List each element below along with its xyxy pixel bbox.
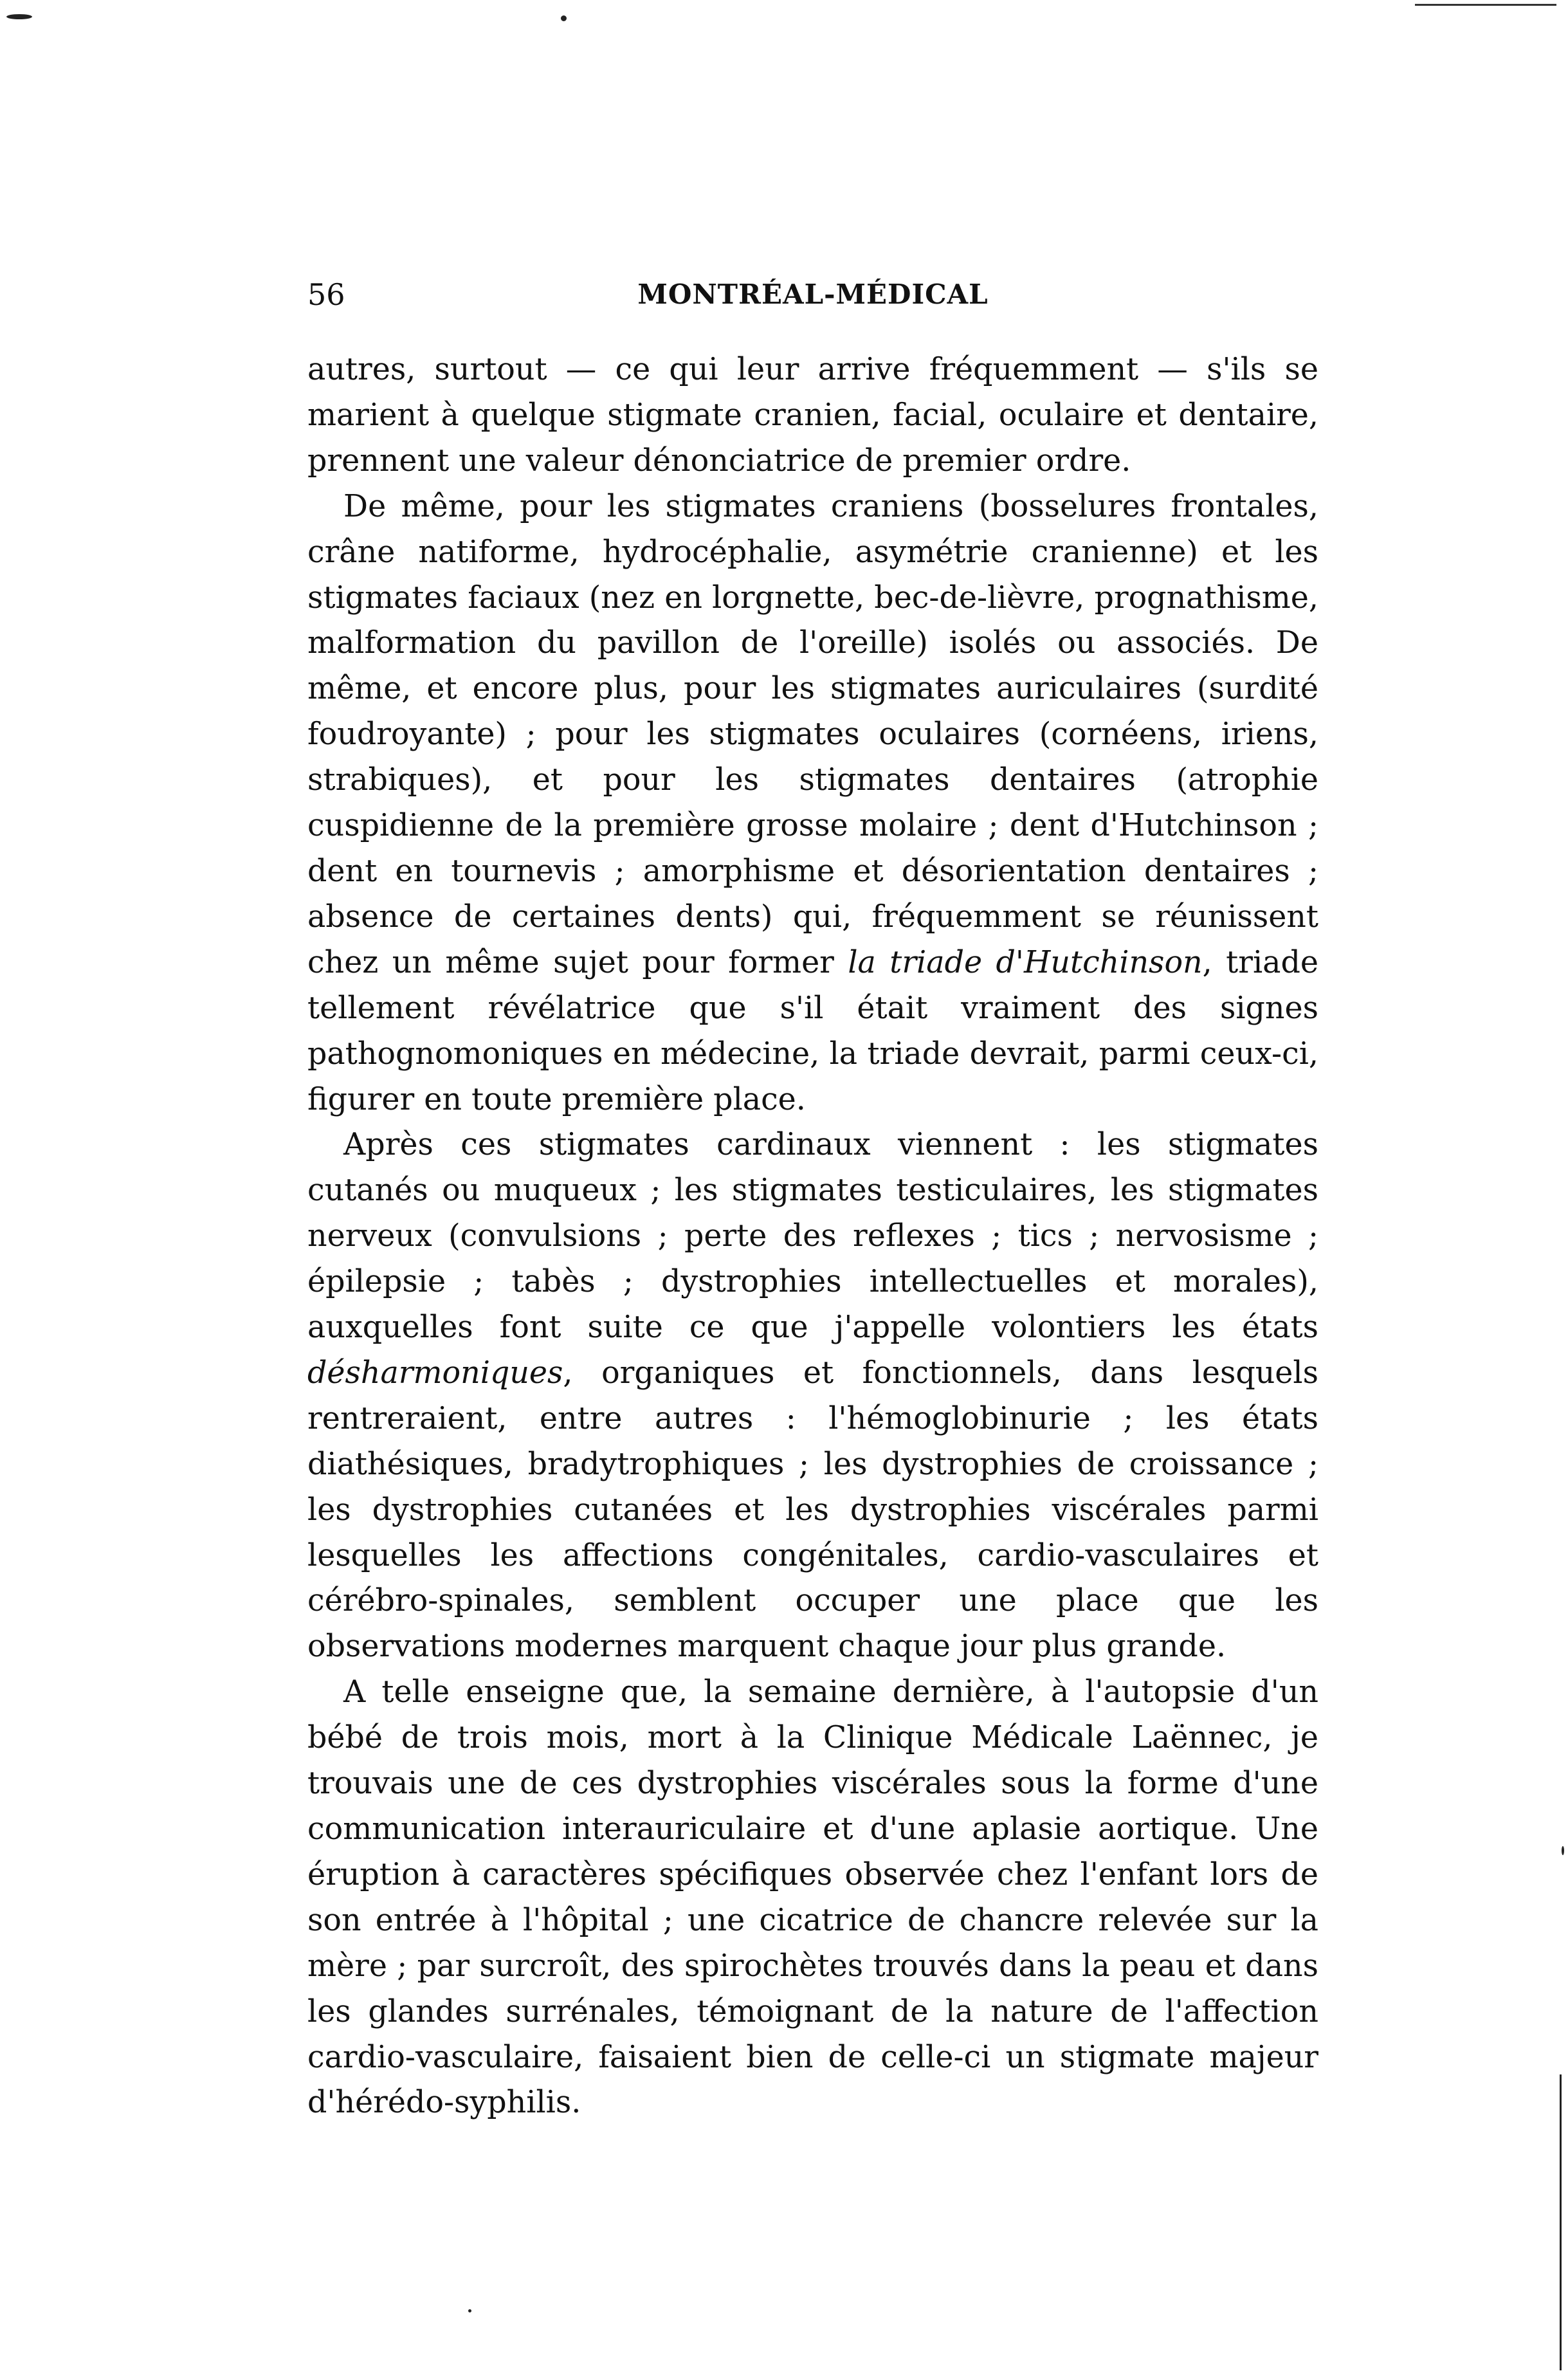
text-segment: , organiques et fonctionnels, dans lesquels rentreraient, entre autres : l'hémoglobinurie ; les états diathésiques, bradytrophiques ; les dystrophies de croissance ; les dystrophies cutanées et les dystrophies viscérales parmi lesquelles les affections congénitales, cardio-vasculaires et cérébro-spinales, semblent occuper une place que les observations modernes marquent chaque jour plus grande. xyxy=(307,1355,1318,1665)
ink-speck xyxy=(468,2309,471,2312)
text-segment: De même, pour les stigmates craniens (bosselures frontales, crâne natiforme, hydrocéphalie, asymétrie cranienne) et les stigmates faciaux (nez en lorgnette, bec-de-lièvre, prognathisme, malformation du pavillon de l'oreille) isolés ou associés. De même, et encore plus, pour les stigmates auriculaires (surdité foudroyante) ; pour les stigmates oculaires (cornéens, iriens, strabiques), et pour les stigmates dentaires (atrophie cuspidienne de la première grosse molaire ; dent d'Hutchinson ; dent en tournevis ; amorphisme et désorientation dentaires ; absence de certaines dents) qui, fréquemment se réunissent chez un même sujet pour former xyxy=(307,488,1318,980)
text-segment: , triade tellement révélatrice que s'il était vraiment des signes pathognomoniques en médecine, la triade devrait, parmi ceux-ci, figurer en toute première place. xyxy=(307,944,1318,1117)
text-segment: A telle enseigne que, la semaine dernière, à l'autopsie d'un bébé de trois mois, mort à la Clinique Médicale Laënnec, je trouvais une de ces dystrophies viscérales sous la forme d'une communication interauriculaire et d'une aplasie aortique. Une éruption à caractères spécifiques observée chez l'enfant lors de son entrée à l'hôpital ; une cicatrice de chancre relevée sur la mère ; par surcroît, des spirochètes trouvés dans la peau et dans les glandes surrénales, témoignant de la nature de l'affection cardio-vasculaire, faisaient bien de celle-ci un stigmate majeur d'hérédo-syphilis. xyxy=(307,1674,1318,2121)
running-title: MONTRÉAL-MÉDICAL xyxy=(637,279,989,310)
ink-speck xyxy=(1562,1846,1564,1855)
ink-speck xyxy=(561,15,567,21)
margin-rule xyxy=(1560,2074,1562,2370)
text-segment: Après ces stigmates cardinaux viennent : les stigmates cutanés ou muqueux ; les stigmates testiculaires, les stigmates nerveux (convulsions ; perte des reflexes ; tics ; nervosisme ; épilepsie ; tabès ; dystrophies intellectuelles et morales), auxquelles font suite ce que j'appelle volontiers les états xyxy=(307,1127,1318,1346)
paragraph xyxy=(307,1122,1318,1670)
paragraph xyxy=(307,347,1318,484)
top-edge-mark xyxy=(1415,4,1556,6)
text-segment: autres, surtout — ce qui leur arrive fréquemment — s'ils se marient à quelque stigmate cranien, facial, oculaire et dentaire, prennent une valeur dénonciatrice de premier ordre. xyxy=(307,352,1318,479)
text-segment-italic: désharmoniques xyxy=(307,1355,563,1391)
body-text xyxy=(307,347,1318,2126)
corner-smudge xyxy=(6,14,32,19)
paragraph xyxy=(307,484,1318,1123)
page-header xyxy=(307,275,1318,314)
page-number: 56 xyxy=(307,277,345,312)
paragraph xyxy=(307,1670,1318,2126)
text-segment-italic: la triade d'Hutchinson xyxy=(848,944,1203,980)
